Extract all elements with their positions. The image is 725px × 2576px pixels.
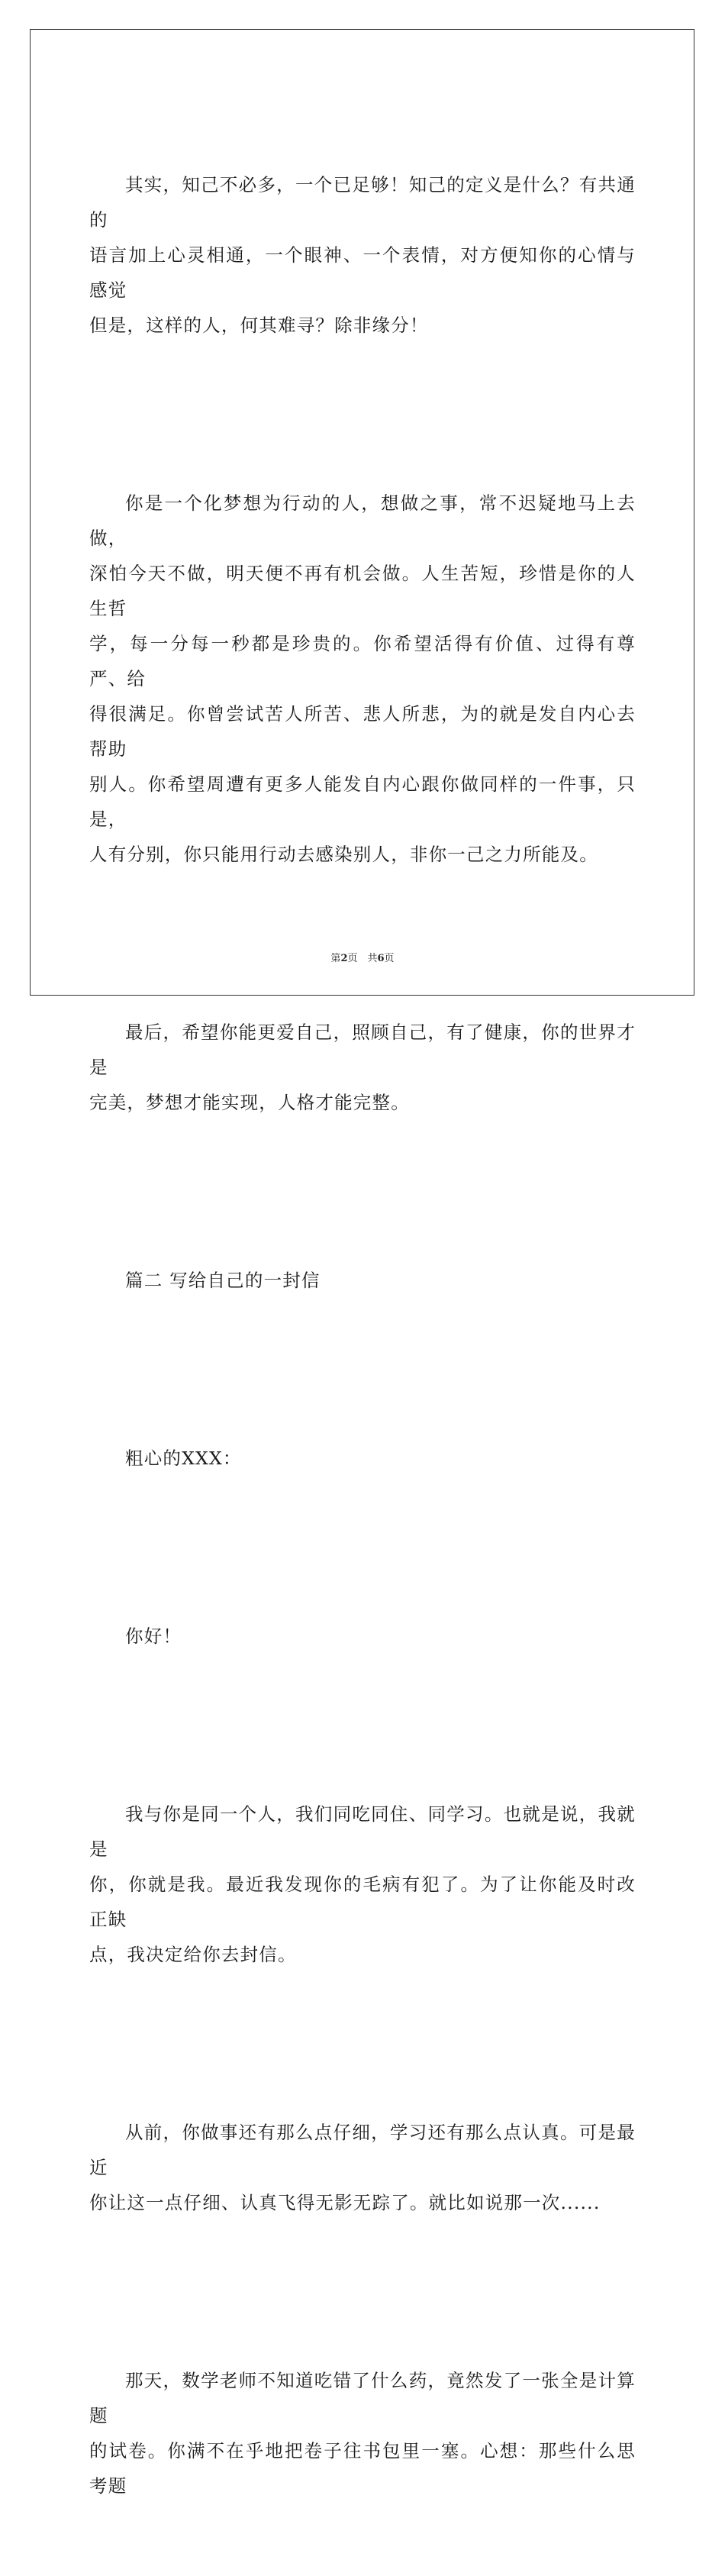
text-line: 学，每一分每一秒都是珍贵的。你希望活得有价值、过得有尊严、给: [89, 633, 636, 689]
section-heading: [89, 1193, 636, 1368]
total-page-number: 6: [377, 953, 385, 964]
text-line: 得很满足。你曾尝试苦人所苦、悲人所悲，为的就是发自内心去帮助: [89, 703, 636, 760]
current-page-number: 2: [340, 953, 348, 964]
paragraph-2: [89, 415, 636, 942]
paragraph-6: [89, 2293, 636, 2574]
text-line: 粗心的XXX：: [125, 1448, 242, 1469]
letter-greeting: [89, 1548, 636, 1724]
paragraph-3: [89, 944, 636, 1190]
paragraph-4: [89, 1726, 636, 2042]
page-number-middle: 页 共: [347, 953, 378, 964]
letter-salutation: [89, 1370, 636, 1546]
text-line: 深怕今天不做，明天便不再有机会做。人生苦短，珍惜是你的人生哲: [89, 563, 636, 619]
page-number-prefix: 第: [330, 953, 341, 964]
text-line: 完美，梦想才能实现，人格才能完整。: [89, 1092, 410, 1113]
text-line: 你，你就是我。最近我发现你的毛病有犯了。为了让你能及时改正缺: [89, 1874, 636, 1930]
document-body: [89, 97, 636, 2576]
page-footer: [0, 952, 725, 966]
text-line: 从前，你做事还有那么点仔细，学习还有那么点认真。可是最近: [89, 2122, 636, 2178]
text-line: 点，我决定给你去封信。: [89, 1944, 297, 1965]
text-line: 语言加上心灵相通，一个眼神、一个表情，对方便知你的心情与感觉: [89, 244, 636, 301]
text-line: 你好！: [125, 1625, 182, 1647]
text-line: 的试卷。你满不在乎地把卷子往书包里一塞。心想：那些什么思考题: [89, 2440, 636, 2497]
page-number-suffix: 页: [384, 953, 395, 964]
text-line: 最后，希望你能更爱自己，照顾自己，有了健康，你的世界才是: [89, 1022, 636, 1078]
text-line: 其实，知己不必多，一个已足够！知己的定义是什么？有共通的: [89, 174, 636, 231]
text-line: 你是一个化梦想为行动的人，想做之事，常不迟疑地马上去做，: [89, 492, 636, 549]
text-line: 篇二 写给自己的一封信: [125, 1270, 321, 1291]
paragraph-1: [89, 97, 636, 413]
text-line: 人有分别，你只能用行动去感染别人，非你一己之力所能及。: [89, 844, 598, 865]
paragraph-5: [89, 2045, 636, 2290]
text-line: 但是，这样的人，何其难寻？除非缘分！: [89, 315, 429, 336]
text-line: 别人。你希望周遭有更多人能发自内心跟你做同样的一件事，只是，: [89, 773, 636, 830]
text-line: 那天，数学老师不知道吃错了什么药，竟然发了一张全是计算题: [89, 2370, 636, 2426]
text-line: 你让这一点仔细、认真飞得无影无踪了。就比如说那一次......: [89, 2192, 601, 2213]
text-line: 我与你是同一个人，我们同吃同住、同学习。也就是说，我就是: [89, 1803, 636, 1860]
